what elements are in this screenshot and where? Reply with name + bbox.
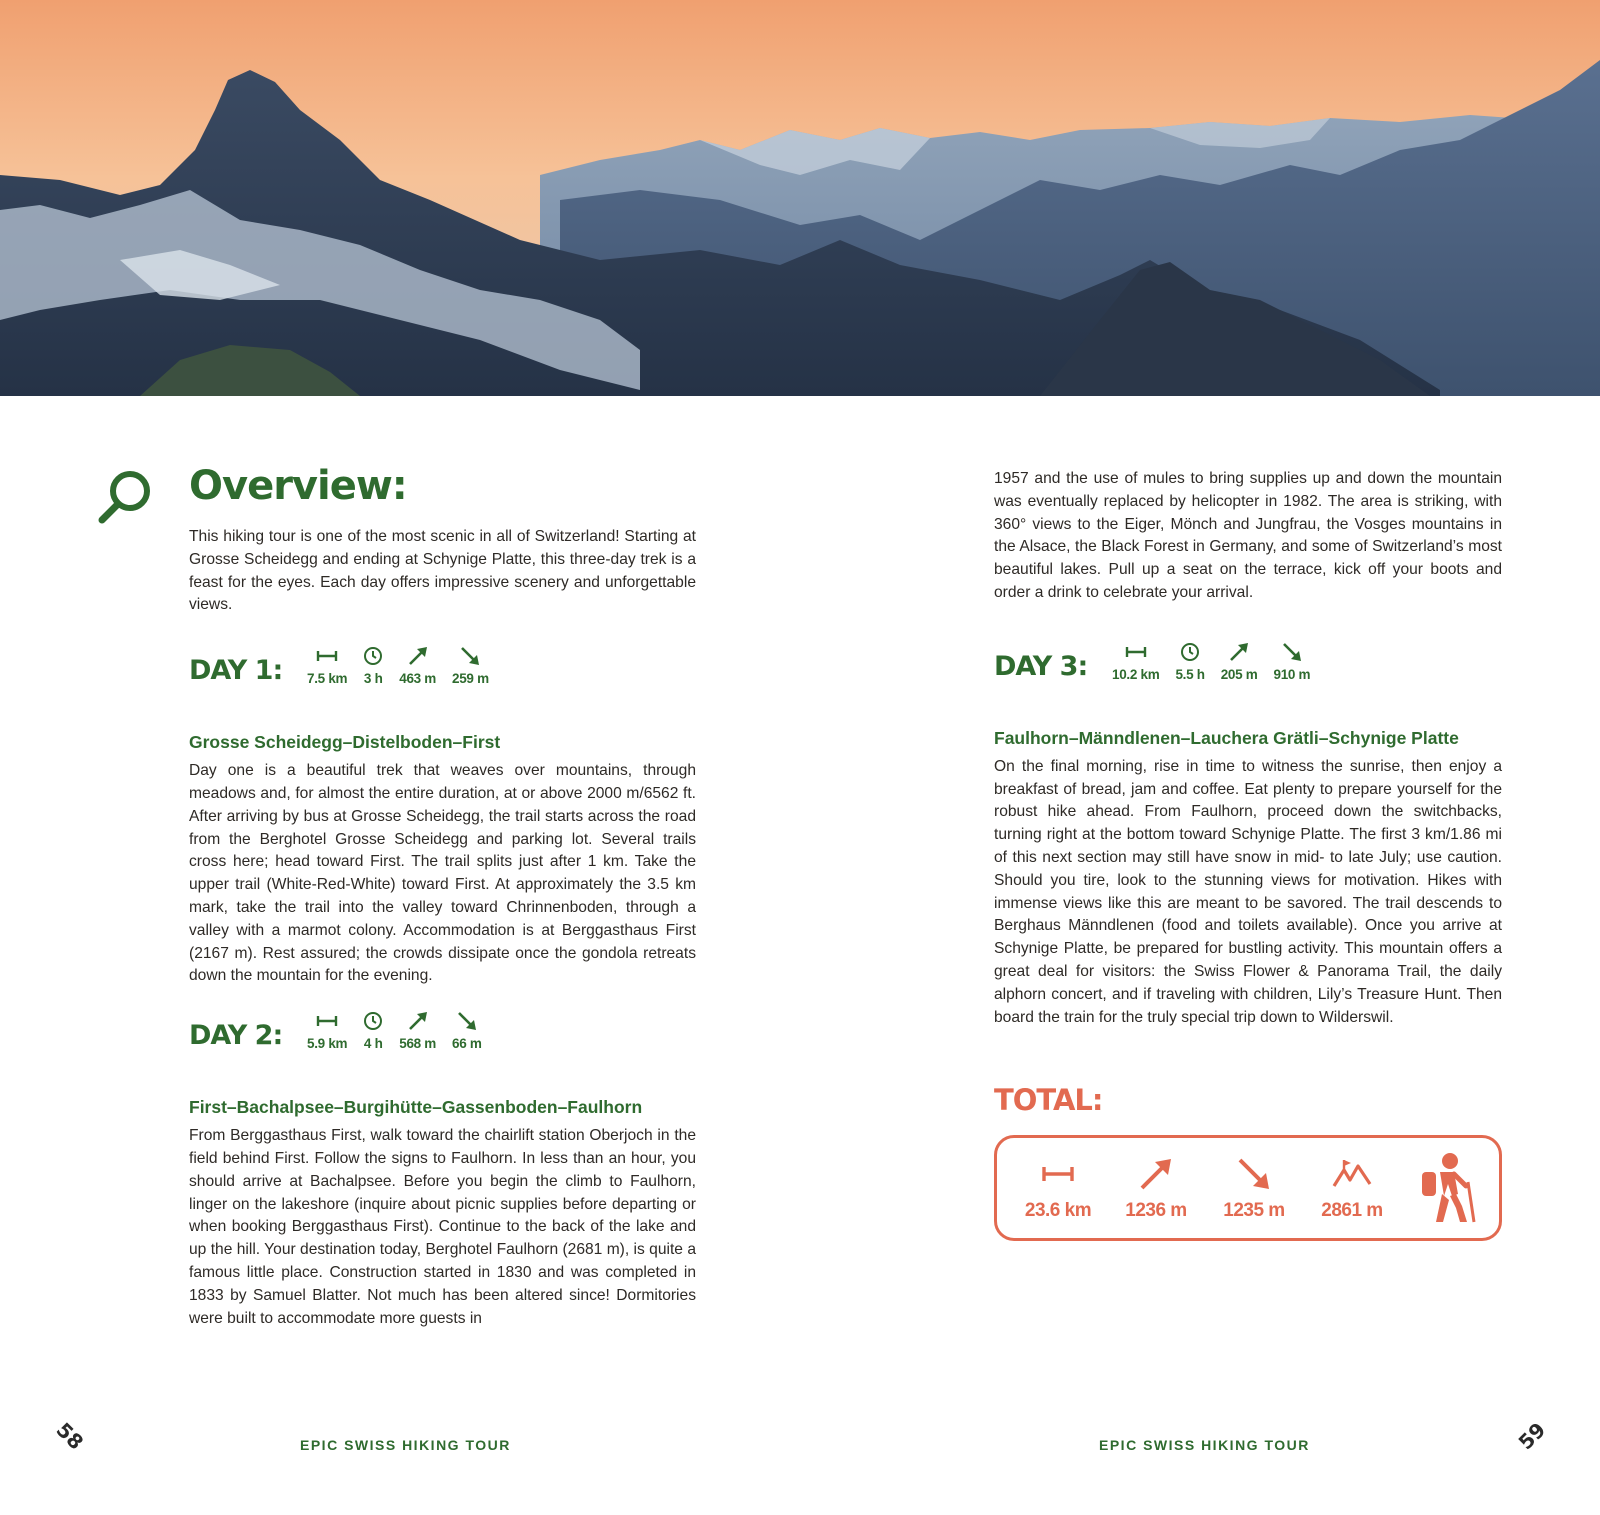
day1-distance-value: 7.5 km	[307, 671, 348, 687]
day1-header	[189, 645, 696, 686]
ascent-arrow-icon	[1138, 1154, 1174, 1194]
day2-title: DAY 2:	[189, 1020, 283, 1052]
distance-icon	[1041, 1154, 1075, 1194]
total-distance-stat	[1009, 1154, 1107, 1222]
total-max-altitude-value: 2861 m	[1321, 1200, 1383, 1222]
page-number-right: 59	[1513, 1417, 1551, 1455]
day3-distance-stat	[1112, 641, 1159, 682]
footer-right: EPIC SWISS HIKING TOUR	[1099, 1437, 1310, 1453]
total-max-altitude-stat	[1303, 1154, 1401, 1222]
day2-ascent-value: 568 m	[399, 1036, 437, 1052]
ascent-arrow-icon	[407, 1010, 429, 1032]
ascent-arrow-icon	[1228, 641, 1250, 663]
day2-header	[189, 1010, 696, 1051]
day2-descent-value: 66 m	[452, 1036, 482, 1052]
day1-distance-stat	[307, 645, 347, 686]
total-ascent-stat	[1107, 1154, 1205, 1222]
day3-descent-value: 910 m	[1273, 666, 1311, 682]
hiker-stat	[1401, 1147, 1491, 1229]
day3-distance-value: 10.2 km	[1112, 666, 1160, 682]
descent-arrow-icon	[1281, 641, 1303, 663]
day3-time-value: 5.5 h	[1175, 666, 1205, 682]
continuation-text: 1957 and the use of mules to bring supplies up and down the mountain was eventually replaced by helicopter in 1982. The area is striking, with 360° views to the Eiger, Mönch and Jungfrau, the Vosges mountains in the Alsace, the Black Forest in Germany, and some of Switzerland’s most beautiful lakes. Pull up a seat on the terrace, kick off your boots and order a drink to celebrate your arrival.	[994, 470, 1502, 601]
day1-description: Day one is a beautiful trek that weaves over mountains, through meadows and, for almost the entire duration, at or above 2000 m/6562 ft. After arriving by bus at Grosse Scheidegg, the trail starts across the road from the Berghotel Grosse Scheidegg and parking lot. Several trails cross here; head toward First. The trail splits just after 1 km. Take the upper trail (White-Red-White) toward First. At approximately the 3.5 km mark, take the trail into the valley toward Chrinnenboden, through a valley with a marmot colony. Accommodation is at Berggasthaus First (2167 m). Rest assured; the crowds dissipate once the gondola retreats down the mountain for the evening.	[189, 762, 696, 985]
day3-description: On the final morning, rise in time to witness the sunrise, then enjoy a breakfast of bread, jam and coffee. Eat plenty to prepare yourself for the robust hike ahead. From Faulhorn, proceed down the switchbacks, turning right at the bottom toward Schynige Platte. The first 3 km/1.86 mi of this next section may still have snow in mid- to late July; use caution. Should you tire, look to the stunning views for motivation. Hikes with immense views like this are meant to be savored. The trail descends to Berghaus Männdlenen (food and toilets available). Once you arrive at Schynige Platte, be prepared for bustling activity. This mountain offers a great deal for visitors: the Swiss Flower & Panorama Trail, the daily alphorn concert, and if traveling with children, Lily’s Treasure Hunt. Then board the train for the truly special trip down to Wilderswil.	[994, 757, 1502, 1026]
day1-descent-value: 259 m	[452, 671, 489, 687]
day3-ascent-value: 205 m	[1220, 666, 1258, 682]
day2-distance-value: 5.9 km	[307, 1036, 348, 1052]
descent-arrow-icon	[1236, 1154, 1272, 1194]
day3-ascent-stat	[1221, 641, 1258, 682]
total-distance-value: 23.6 km	[1024, 1200, 1092, 1222]
day1-time-value: 3 h	[363, 671, 383, 687]
day2-time-stat	[363, 1010, 383, 1051]
day3-route-title: Faulhorn–Männdlenen–Lauchera Grätli–Schynige Platte	[994, 727, 1459, 748]
left-page-column	[189, 460, 696, 1330]
magnifier-icon	[96, 466, 156, 526]
day3-title: DAY 3:	[994, 650, 1088, 682]
distance-icon	[316, 645, 338, 667]
descent-arrow-icon	[459, 645, 481, 667]
clock-icon	[1180, 641, 1200, 663]
overview-intro: This hiking tour is one of the most scenic in all of Switzerland! Starting at Grosse Scheidegg and ending at Schynige Platte, this three-day trek is a feast for the eyes. Each day offers impressive scenery and unforgettable views.	[189, 528, 696, 614]
day2-distance-stat	[307, 1010, 347, 1051]
right-page-column	[994, 468, 1502, 1241]
clock-icon	[363, 1010, 383, 1032]
page-number-left: 58	[51, 1417, 89, 1455]
day2-description: From Berggasthaus First, walk toward the chairlift station Oberjoch in the field behind First. Follow the signs to Faulhorn. In less than an hour, you should arrive at Bachalpsee. Before you begin the climb to Faulhorn, linger on the lakeshore (inquire about picnic supplies before departing or when booking Berggasthaus First). Continue to the back of the lake and up the hill. Your destination today, Berghotel Faulhorn (2681 m), is quite a famous little place. Construction started in 1830 and was completed in 1833 by Samuel Blatter. Not much has been altered since! Dormitories were built to accommodate more guests in	[189, 1127, 696, 1327]
day1-descent-stat	[452, 645, 489, 686]
distance-icon	[316, 1010, 338, 1032]
total-summary-box	[994, 1135, 1502, 1241]
day1-stats	[307, 645, 505, 686]
clock-icon	[363, 645, 383, 667]
day2-route-title: First–Bachalpsee–Burgihütte–Gassenboden–Faulhorn	[189, 1097, 643, 1118]
hiker-icon	[1412, 1147, 1480, 1229]
descent-arrow-icon	[456, 1010, 478, 1032]
peaks-icon	[1332, 1154, 1372, 1194]
distance-icon	[1125, 641, 1147, 663]
day3-time-stat	[1175, 641, 1204, 682]
day1-ascent-value: 463 m	[399, 671, 437, 687]
total-title: TOTAL:	[994, 1083, 1103, 1118]
day3-stats	[1112, 641, 1326, 682]
ascent-arrow-icon	[407, 645, 429, 667]
overview-title: Overview:	[189, 463, 407, 509]
day2-time-value: 4 h	[363, 1036, 383, 1052]
day1-title: DAY 1:	[189, 655, 283, 687]
total-descent-value: 1235 m	[1223, 1200, 1285, 1222]
day3-header	[994, 641, 1502, 682]
hero-mountain-photo	[0, 0, 1600, 396]
total-ascent-value: 1236 m	[1125, 1200, 1187, 1222]
day2-descent-stat	[452, 1010, 482, 1051]
day2-stats	[307, 1010, 498, 1051]
day1-time-stat	[363, 645, 383, 686]
day1-ascent-stat	[399, 645, 436, 686]
footer-left: EPIC SWISS HIKING TOUR	[300, 1437, 511, 1453]
day2-ascent-stat	[399, 1010, 436, 1051]
day1-route-title: Grosse Scheidegg–Distelboden–First	[189, 732, 501, 753]
total-descent-stat	[1205, 1154, 1303, 1222]
day3-descent-stat	[1273, 641, 1310, 682]
